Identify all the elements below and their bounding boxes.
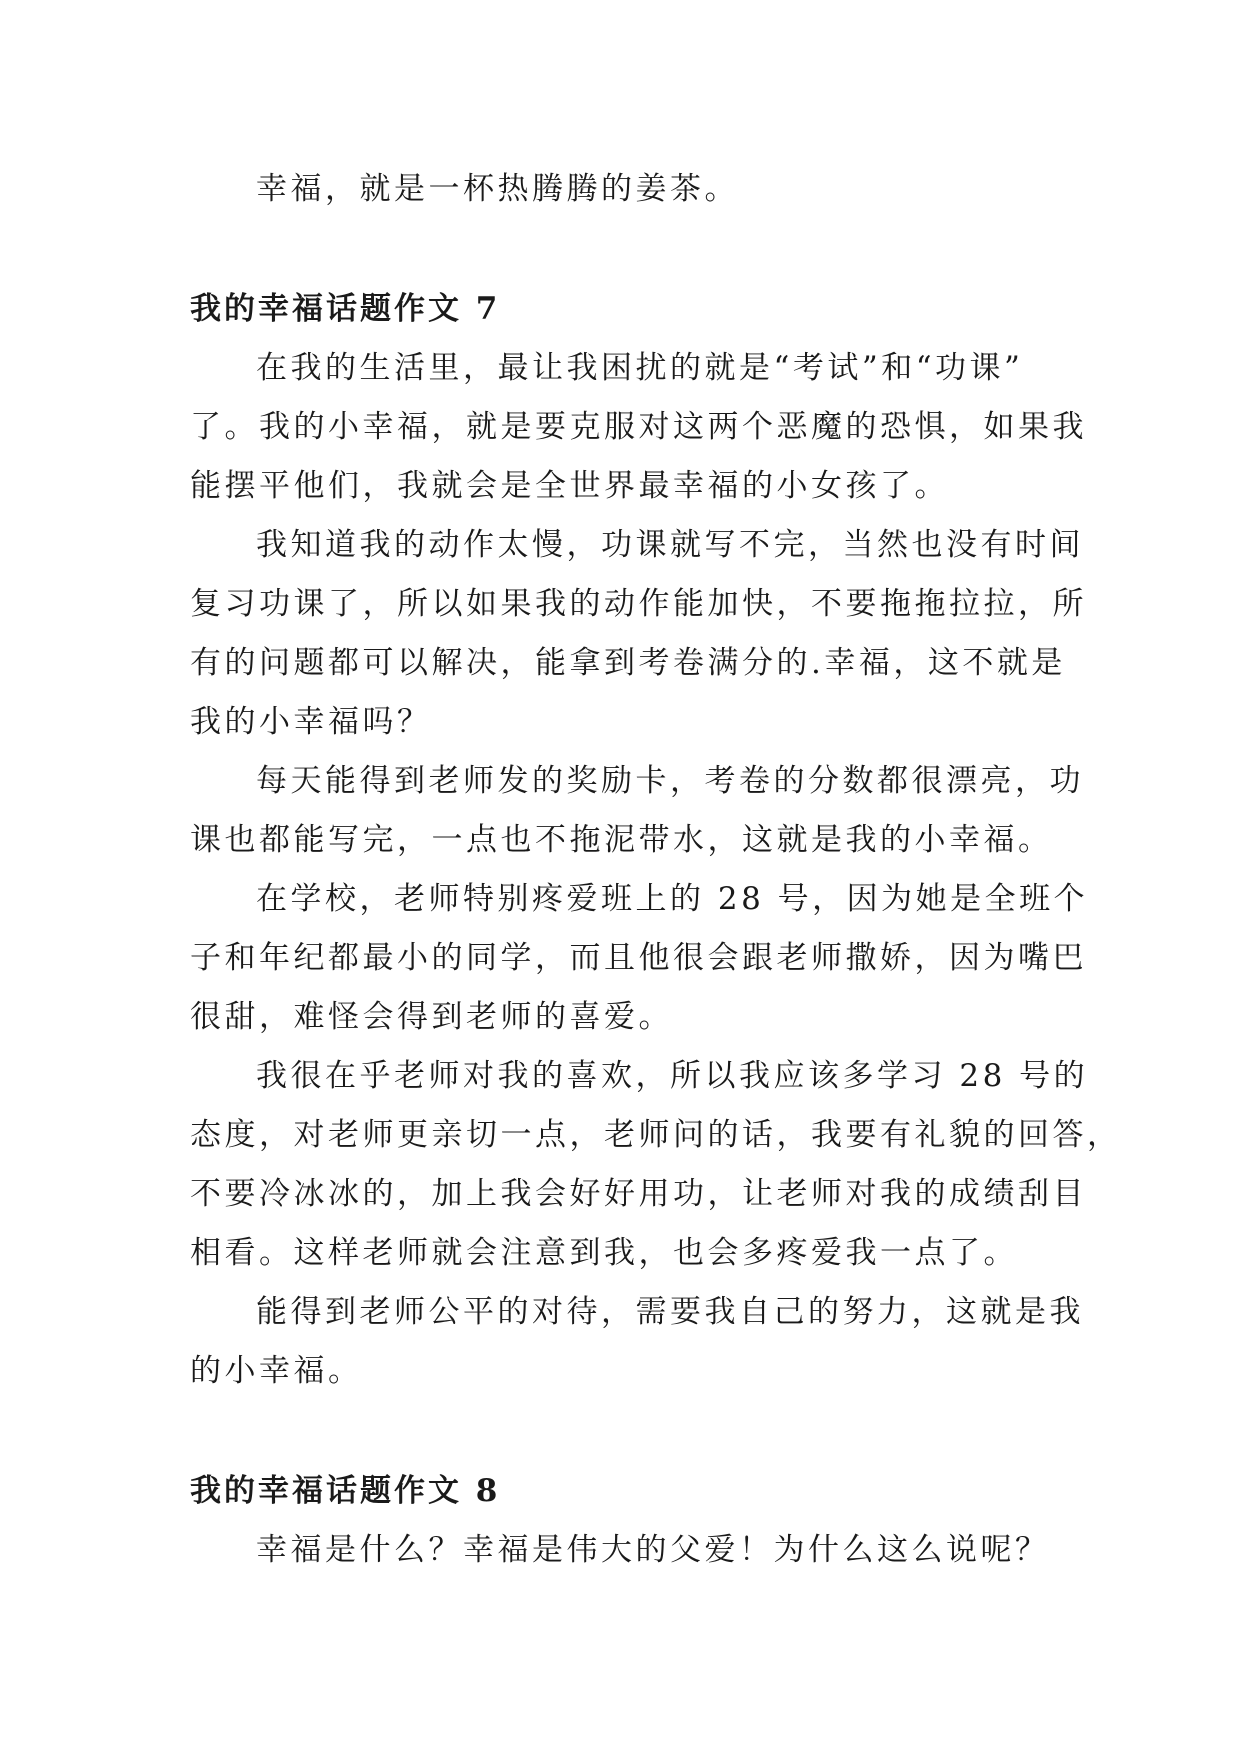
paragraph-line: 幸福，就是一杯热腾腾的姜茶。 xyxy=(256,171,739,207)
paragraph-line: 我知道我的动作太慢，功课就写不完，当然也没有时间 xyxy=(256,527,1084,563)
essay-8-title: 我的幸福话题作文 8 xyxy=(190,1473,501,1509)
paragraph-line: 复习功课了，所以如果我的动作能加快，不要拖拖拉拉，所 xyxy=(190,586,1087,622)
paragraph-line: 很甜，难怪会得到老师的喜爱。 xyxy=(190,999,673,1035)
paragraph-line: 相看。这样老师就会注意到我，也会多疼爱我一点了。 xyxy=(190,1235,1018,1271)
paragraph-line: 有的问题都可以解决，能拿到考卷满分的.幸福，这不就是 xyxy=(190,645,1066,681)
paragraph-line: 我很在乎老师对我的喜欢，所以我应该多学习 28 号的 xyxy=(256,1058,1089,1094)
essay-7-title: 我的幸福话题作文 7 xyxy=(190,291,501,327)
document-page xyxy=(190,160,1122,1580)
paragraph-line: 幸福是什么？幸福是伟大的父爱！为什么这么说呢？ xyxy=(256,1532,1050,1568)
paragraph-line: 不要冷冰冰的，加上我会好好用功，让老师对我的成绩刮目 xyxy=(190,1176,1087,1212)
section-spacer xyxy=(190,1401,1050,1462)
paragraph-line: 了。我的小幸福，就是要克服对这两个恶魔的恐惧，如果我 xyxy=(190,409,1087,445)
paragraph-line: 在我的生活里，最让我困扰的就是“考试”和“功课” xyxy=(256,350,1024,386)
paragraph-line: 能得到老师公平的对待，需要我自己的努力，这就是我 xyxy=(256,1294,1084,1330)
paragraph-line: 能摆平他们，我就会是全世界最幸福的小女孩了。 xyxy=(190,468,949,504)
paragraph-line: 课也都能写完，一点也不拖泥带水，这就是我的小幸福。 xyxy=(190,822,1053,858)
paragraph-line: 我的小幸福吗？ xyxy=(190,704,432,740)
paragraph-line: 态度，对老师更亲切一点，老师问的话，我要有礼貌的回答， xyxy=(190,1117,1122,1153)
paragraph-line: 子和年纪都最小的同学，而且他很会跟老师撒娇，因为嘴巴 xyxy=(190,940,1087,976)
paragraph-line: 在学校，老师特别疼爱班上的 28 号，因为她是全班个 xyxy=(256,881,1089,917)
section-spacer xyxy=(190,219,1050,280)
paragraph-line: 每天能得到老师发的奖励卡，考卷的分数都很漂亮，功 xyxy=(256,763,1084,799)
paragraph-line: 的小幸福。 xyxy=(190,1353,363,1389)
